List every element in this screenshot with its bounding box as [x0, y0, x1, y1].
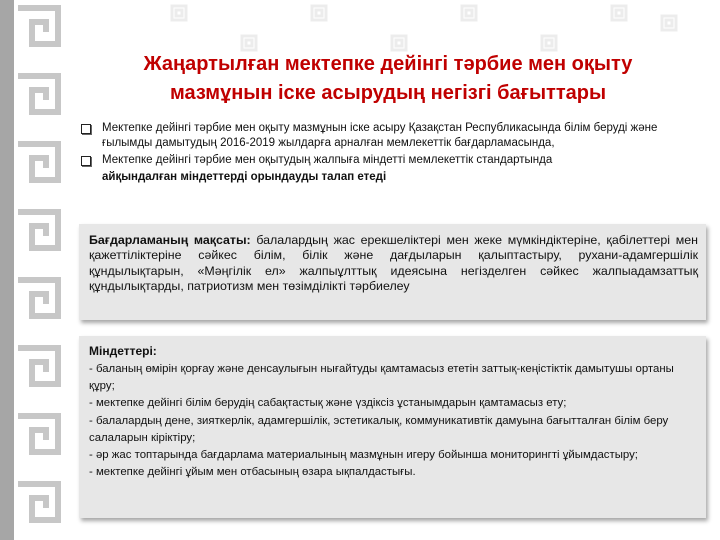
- task-item: - баланың өмірін қорғау және денсаулығын нығайтуды қамтамасыз ететін заттық-кеңістіктік дамытушы ортаны құру;: [89, 363, 674, 393]
- greek-key-icon: [18, 416, 58, 452]
- slide-title: [70, 50, 706, 108]
- task-item: - балалардың дене, зияткерлік, адамгершілік, эстетикалық, коммуникативтік дамуына бағытталған білім беру салаларын кіріктіру;: [89, 414, 669, 444]
- left-ornament-strip: [14, 0, 64, 540]
- task-item: - әр жас топтарында бағдарлама материалының мазмұнын игеру бойынша мониторингті ұйымдастыру;: [89, 449, 638, 462]
- goal-paragraph: [89, 233, 698, 295]
- greek-key-icon: [18, 144, 58, 180]
- square-bullet-icon: [81, 156, 91, 166]
- greek-key-icon: [18, 280, 58, 316]
- task-item: - мектепке дейінгі білім берудің сабақтастық және үздіксіз ұстанымдарын қамтамасыз ету;: [89, 397, 567, 410]
- title-line-1: Жаңартылған мектепке дейінгі тәрбие мен оқыту: [143, 53, 633, 75]
- greek-key-icon: [18, 348, 58, 384]
- goal-text: балалардың жас ерекшеліктері мен жеке мүмкіндіктеріне, қабілеттері мен қажеттіліктеріне сәйкес білім, білік және дағдыларын қалыптастыру, рухани-адамгершілік құндылықтарын, «Мәңгілік ел» жалпыұлттық идеясына негізделген сәйкес жалпыадамзаттық құндылықтарды, патриотизм мен төзімділікті тәрбиелеу: [89, 233, 698, 294]
- greek-key-icon: [18, 8, 58, 44]
- task-item: - мектепке дейінгі ұйым мен отбасының өзара ықпалдастығы.: [89, 466, 416, 479]
- greek-key-icon: [18, 484, 58, 520]
- greek-key-icon: [18, 76, 58, 112]
- square-bullet-icon: [81, 124, 91, 134]
- bullet-tail-text: айқындалған міндеттерді орындауды талап етеді: [102, 171, 387, 183]
- bullet-text: Мектепке дейінгі тәрбие мен оқыту мазмұнын іске асыру Қазақстан Республикасында білім беруді және ғылымды дамытудың 2016-2019 жылдарға арналған мемлекеттік бағдарламасында,: [102, 122, 658, 149]
- left-side-bar: [0, 0, 14, 540]
- greek-key-icon: [18, 212, 58, 248]
- tasks-title: Міндеттері:: [89, 344, 157, 358]
- title-line-2: мазмұнын іске асырудың негізгі бағыттары: [169, 82, 607, 104]
- tasks-box: [79, 336, 706, 518]
- bullet-list: [78, 121, 708, 185]
- bullet-item: [78, 153, 708, 168]
- goal-box: [79, 224, 706, 320]
- bullet-text: Мектепке дейінгі тәрбие мен оқытудың жалпыға міндетті мемлекеттік стандартында: [102, 154, 553, 166]
- bullet-item: [78, 121, 708, 151]
- goal-label: Бағдарламаның мақсаты:: [89, 233, 251, 247]
